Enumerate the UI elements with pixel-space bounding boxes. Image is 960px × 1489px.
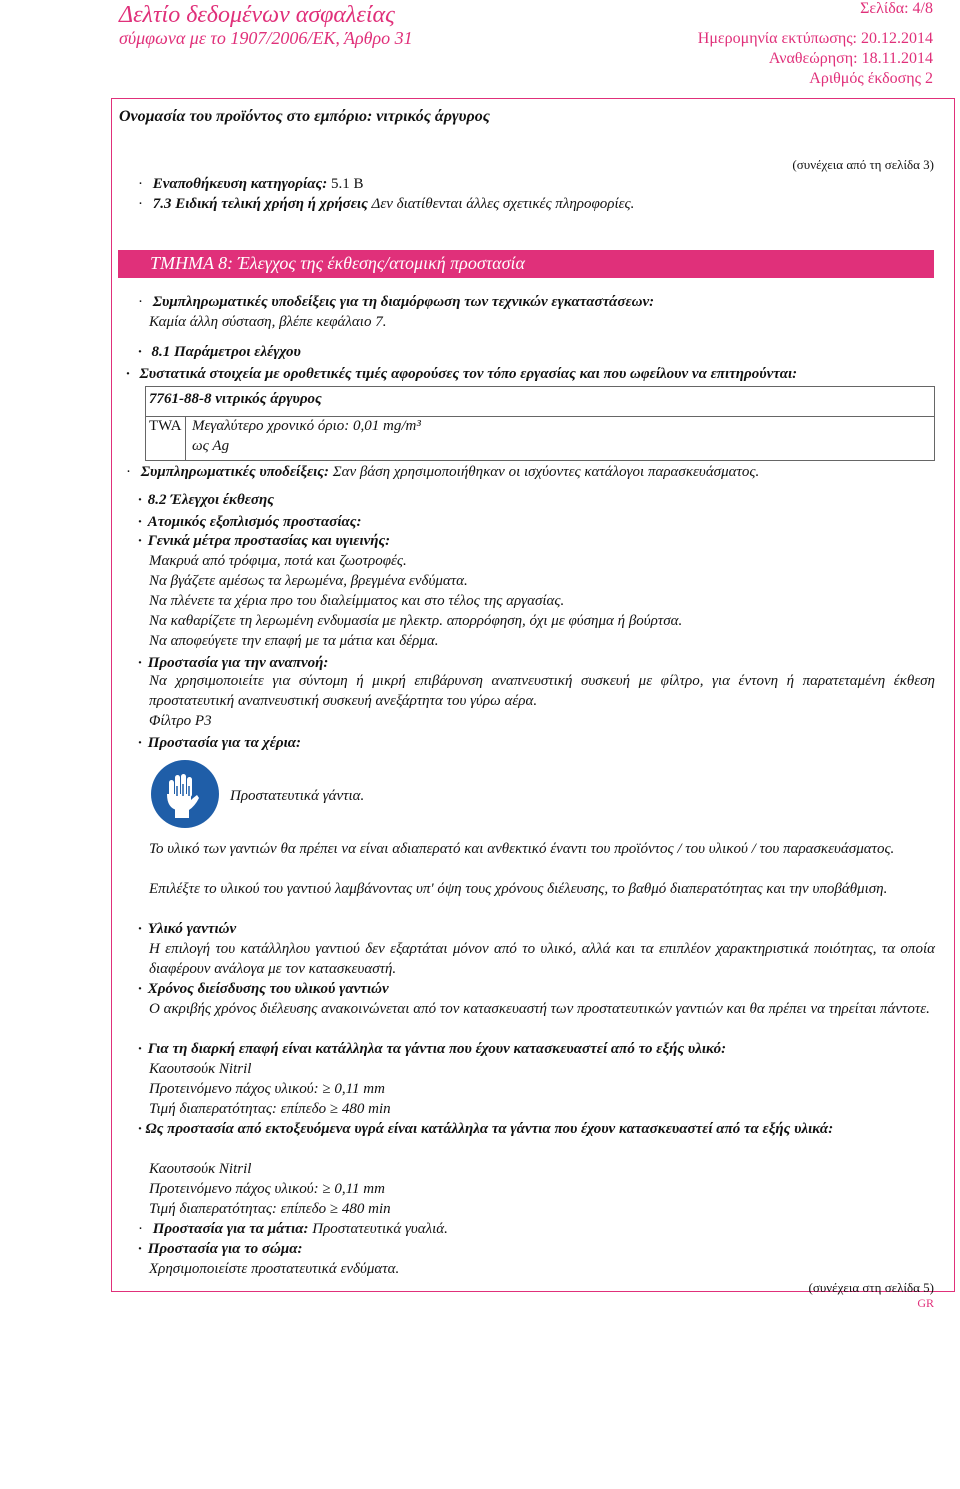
splash-line: Καουτσούκ Nitril — [149, 1161, 252, 1177]
table-substance-row — [146, 387, 934, 417]
document-title: Δελτίο δεδομένων ασφαλείας — [119, 2, 395, 28]
revision-date: Αναθεώρηση: 18.11.2014 — [768, 50, 933, 67]
splash-line: Τιμή διαπερατότητας: επίπεδο ≥ 480 min — [149, 1201, 391, 1217]
splash-label: · Ως προστασία από εκτοξευόμενα υγρά είναι κατάλληλα τα γάντια που έχουν κατασκευαστεί από τα εξής υλικά: — [138, 1121, 834, 1137]
section-8-header — [118, 250, 934, 278]
print-date: Ημερομηνία εκτύπωσης: 20.12.2014 — [697, 30, 933, 47]
hygiene-line: Να καθαρίζετε τη λερωμένη ενδυμασία με ηλεκτρ. απορρόφηση, όχι με φύσημα ή βούρτσα. — [149, 613, 683, 629]
continued-to: (συνέχεια στη σελίδα 5) — [808, 1280, 934, 1295]
hygiene-label: · Γενικά μέτρα προστασίας και υγιεινής: — [138, 531, 390, 551]
language-code: GR — [917, 1296, 934, 1310]
material-text: Η επιλογή του κατάλληλου γαντιού δεν εξαρτάται μόνον από το υλικό, αλλά και τα επιπλέον χαρακτηριστικά ποιότητας, τα οποία διαφέρουν ανάλογα με τον κατασκευαστή. — [149, 941, 935, 977]
s82-title: · 8.2 Έλεγχοι έκθεσης — [138, 490, 274, 510]
penetration-label: · Χρόνος διείσδυσης του υλικού γαντιών — [138, 979, 389, 999]
storage-class — [138, 174, 363, 194]
gloves-caption: Προστατευτικά γάντια. — [230, 788, 365, 804]
gloves-icon — [151, 760, 219, 828]
table-as: ως Ag — [192, 438, 230, 454]
hygiene-line: Μακρυά από τρόφιμα, ποτά και ζωοτροφές. — [149, 553, 407, 569]
s73-value: Δεν διατίθενται άλλες σχετικές πληροφορίες. — [371, 196, 635, 212]
ppe-label: · Ατομικός εξοπλισμός προστασίας: — [138, 512, 361, 532]
body-label: · Προστασία για το σώμα: — [138, 1239, 303, 1259]
body-value: Χρησιμοποιείστε προστατευτικά ενδύματα. — [149, 1261, 400, 1277]
storage-label: Εναποθήκευση κατηγορίας: — [152, 176, 328, 192]
longterm-line: Προτεινόμενο πάχος υλικού: ≥ 0,11 mm — [149, 1081, 385, 1097]
splash-line: Προτεινόμενο πάχος υλικού: ≥ 0,11 mm — [149, 1181, 385, 1197]
exposure-limits-table — [145, 386, 935, 461]
eyes-protection: · Προστασία για τα μάτια: Προστατευτικά γυαλιά. — [138, 1219, 448, 1239]
section-7-3 — [138, 194, 634, 214]
longterm-line: Τιμή διαπερατότητας: επίπεδο ≥ 480 min — [149, 1101, 391, 1117]
document-subtitle: σύμφωνα με το 1907/2006/ΕΚ, Άρθρο 31 — [119, 28, 413, 48]
supp-notes: · Συμπληρωματικές υποδείξεις: Σαν βάση χρησιμοποιήθηκαν οι ισχύοντες κατάλογοι παρασκευάσματος. — [126, 462, 759, 482]
s81-components: · Συστατικά στοιχεία με οροθετικές τιμές αφορούσες τον τόπο εργασίας και που ωφείλουν να επιτηρούνται: — [126, 364, 797, 384]
version-number: Αριθμός έκδοσης 2 — [809, 70, 933, 87]
resp-label: · Προστασία για την αναπνοή: — [138, 653, 328, 673]
table-type-cell — [146, 416, 186, 461]
resp-text: Να χρησιμοποιείτε για σύντομη ή μικρή επιβάρυνση αναπνευστική συσκευή με φίλτρο, για έντονη ή παρατεταμένη έκθεση προστατευτική αναπνευστική συσκευή ανεξάρτητα του γύρω αέρα. — [149, 673, 935, 709]
table-limit: Μεγαλύτερο χρονικό όριο: 0,01 mg/m³ — [192, 418, 421, 434]
longterm-line: Καουτσούκ Nitril — [149, 1061, 252, 1077]
penetration-text: Ο ακριβής χρόνος διέλευσης ανακοινώνεται από τον κατασκευαστή των προστατευτικών γαντιών και θα πρέπει να τηρείται πάντοτε. — [149, 1001, 930, 1017]
glove-text-2: Επιλέξτε το υλικού του γαντιού λαμβάνοντας υπ' όψη τους χρόνους διέλευσης, το βαθμό διαπερατότητας και την υποβάθμιση. — [149, 881, 888, 897]
storage-value: 5.1 B — [330, 176, 364, 192]
hygiene-line: Να βγάζετε αμέσως τα λερωμένα, βρεγμένα ενδύματα. — [149, 573, 468, 589]
continued-from: (συνέχεια από τη σελίδα 3) — [792, 157, 934, 172]
s73-label: 7.3 Ειδική τελική χρήση ή χρήσεις — [152, 196, 368, 212]
longterm-label: · Για τη διαρκή επαφή είναι κατάλληλα τα γάντια που έχουν κατασκευαστεί από το εξής υλικό: — [138, 1039, 726, 1059]
s81-title: · 8.1 Παράμετροι ελέγχου — [138, 342, 301, 362]
tech-label: · Συμπληρωματικές υποδείξεις για τη διαμόρφωση των τεχνικών εγκαταστάσεων: — [138, 292, 654, 312]
resp-filter: Φίλτρο P3 — [149, 713, 212, 729]
product-name: Ονομασία του προϊόντος στο εμπόριο: νιτρικός άργυρος — [119, 108, 490, 125]
page-number: Σελίδα: 4/8 — [860, 0, 933, 17]
tech-value: Καμία άλλη σύσταση, βλέπε κεφάλαιο 7. — [149, 314, 387, 330]
hygiene-line: Να πλένετε τα χέρια προ του διαλείμματος και στο τέλος της αργασίας. — [149, 593, 565, 609]
hygiene-line: Να αποφεύγετε την επαφή με τα μάτια και δέρμα. — [149, 633, 439, 649]
table-substance: 7761-88-8 νιτρικός άργυρος — [149, 391, 322, 407]
material-label: · Υλικό γαντιών — [138, 919, 236, 939]
section-8-title: ΤΜΗΜΑ 8: Έλεγχος της έκθεσης/ατομική προστασία — [150, 253, 525, 273]
table-type: TWA — [149, 418, 182, 434]
glove-text-1: Το υλικό των γαντιών θα πρέπει να είναι αδιαπερατό και ανθεκτικό έναντι του προϊόντος / του υλικού / του παρασκευάσματος. — [149, 841, 895, 857]
hands-label: · Προστασία για τα χέρια: — [138, 733, 301, 753]
